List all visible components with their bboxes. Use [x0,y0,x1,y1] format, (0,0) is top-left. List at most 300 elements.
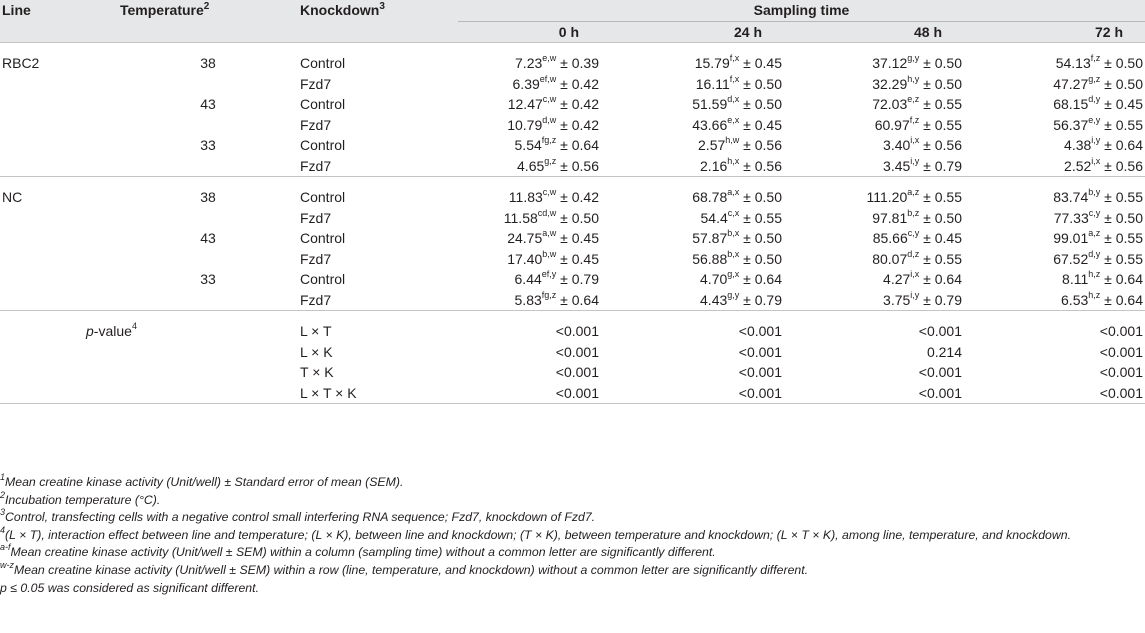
significance-letters: e,x [727,114,740,125]
temperature-cell: 43 [200,230,216,246]
plus-minus: ± [556,189,572,205]
significance-letters: h,y [907,73,920,84]
value-cell [784,156,964,177]
plus-minus: ± [556,230,572,246]
plus-minus: ± [1100,137,1116,153]
footnote-text: Mean creatine kinase activity (Unit/well) ± Standard error of mean (SEM). [5,475,404,489]
plus-minus: ± [556,116,572,133]
sem-value: 0.56 [571,157,599,174]
plus-minus: ± [919,55,935,71]
significance-letters: g,z [1088,73,1101,84]
footnote-mark: 4 [0,524,6,535]
mean-value: 97.81 [872,209,908,226]
pvalue-blank [0,342,118,363]
mean-value: 11.58 [503,209,538,226]
plus-minus: ± [739,271,755,287]
mean-value: 99.01 [1053,230,1089,246]
temperature-cell [118,156,298,177]
significance-letters: e,w [542,53,557,64]
pvalue-label-cell [118,362,298,383]
value-cell [601,290,784,311]
significance-letters: f,x [729,73,740,84]
mean-value: 10.79 [507,116,543,133]
knockdown-cell: Control [300,271,346,287]
plus-minus: ± [919,250,935,267]
pvalue-rest: -value [93,323,132,339]
table-row [0,115,1145,136]
table-row [0,94,1145,115]
mean-value: 60.97 [874,116,910,133]
knockdown-cell: Fzd7 [300,291,332,308]
header-row-1 [0,0,1145,21]
pvalue-cell: <0.001 [738,384,782,401]
value-cell [964,156,1145,177]
significance-letters: d,z [907,248,920,259]
value-cell [964,115,1145,136]
value-cell [458,249,601,270]
value-cell [784,177,964,208]
sem-value: 0.42 [571,96,599,112]
line-cell [0,156,118,177]
line-cell: RBC2 [0,43,118,74]
sem-value: 0.79 [934,291,962,308]
knockdown-cell: Fzd7 [300,209,332,226]
sem-value: 0.64 [571,137,599,153]
sem-value: 0.56 [1115,157,1143,174]
footnote [0,471,1140,492]
mean-value: 54.13 [1055,55,1091,71]
value-cell [784,290,964,311]
plus-minus: ± [556,271,572,287]
sem-value: 0.55 [754,209,782,226]
interaction-term: L × K [300,343,333,360]
value-cell [964,249,1145,270]
sem-value: 0.56 [754,137,782,153]
footnote [0,524,1140,545]
pvalue-cell: <0.001 [1099,364,1143,380]
pvalue-label-cell [118,383,298,404]
value-cell [784,228,964,249]
plus-minus: ± [1100,96,1116,112]
mean-value: 4.43 [700,291,728,308]
table-row [0,228,1145,249]
significance-letters: h,w [725,135,740,146]
sem-value: 0.56 [754,157,782,174]
sem-value: 0.55 [934,250,962,267]
mean-value: 68.78 [692,189,728,205]
plus-minus: ± [1100,209,1116,226]
temperature-cell [118,74,298,95]
line-cell: NC [0,177,118,208]
significance-letters: i,x [910,135,920,146]
footnote [0,509,1140,527]
pvalue-cell: 0.214 [926,343,962,360]
plus-minus: ± [919,75,935,92]
significance-letters: f,z [1090,53,1101,64]
line-cell [0,290,118,311]
plus-minus: ± [919,230,935,246]
value-cell [964,269,1145,290]
mean-value: 8.11 [1062,271,1089,287]
plus-minus: ± [739,157,755,174]
significance-letters: d,x [727,94,740,105]
mean-value: 2.52 [1064,157,1092,174]
mean-value: 32.29 [872,75,908,92]
knockdown-cell: Control [298,43,458,74]
mean-value: 47.27 [1053,75,1089,92]
footnote-text: p ≤ 0.05 was considered as significant different. [0,580,259,595]
value-cell [458,94,601,115]
value-cell [964,43,1145,74]
plus-minus: ± [1100,75,1116,92]
interaction-term: L × T × K [300,384,357,401]
knockdown-cell: Control [300,230,346,246]
mean-value: 3.40 [883,137,911,153]
significance-letters: f,z [909,114,920,125]
significance-letters: i,y [910,289,920,300]
plus-minus: ± [919,291,935,308]
mean-value: 5.83 [514,291,542,308]
sem-value: 0.55 [1115,116,1143,133]
footnote-text: Mean creatine kinase activity (Unit/well ± SEM) within a column (sampling time) without a common letter are significantly different. [10,545,716,560]
plus-minus: ± [556,209,572,226]
pvalue-italic: p [86,323,94,339]
mean-value: 56.88 [692,250,728,267]
pvalue-cell: <0.001 [555,343,599,360]
value-cell [964,94,1145,115]
value-cell [601,249,784,270]
value-cell [601,177,784,208]
plus-minus: ± [919,189,935,205]
sem-value: 0.55 [1115,189,1143,205]
pvalue-cell: <0.001 [458,311,601,342]
plus-minus: ± [919,96,935,112]
mean-value: 83.74 [1053,189,1089,205]
significance-letters: e,z [907,94,920,105]
table-row [0,43,1145,74]
pvalue-row [0,311,1145,342]
footnotes [0,471,1140,597]
line-cell [0,74,118,95]
mean-value: 6.39 [512,75,540,92]
value-cell [784,94,964,115]
header-line: Line [2,2,31,19]
mean-value: 111.20 [866,189,908,205]
significance-letters: h,x [727,155,740,166]
footnote-mark: 2 [0,489,6,500]
value-cell [601,43,784,74]
plus-minus: ± [919,137,935,153]
plus-minus: ± [739,209,755,226]
mean-value: 4.70 [700,271,728,287]
footnote-mark: 3 [0,507,6,518]
plus-minus: ± [739,96,755,112]
sem-value: 0.42 [571,75,599,92]
value-cell [784,135,964,156]
value-cell [964,228,1145,249]
line-cell [0,269,118,290]
value-cell [458,74,601,95]
table-body [0,43,1145,405]
sem-value: 0.50 [934,209,962,226]
significance-letters: i,x [1091,155,1101,166]
significance-letters: g,x [727,269,740,280]
line-cell [0,228,118,249]
sem-value: 0.79 [934,157,962,174]
sem-value: 0.50 [571,209,599,226]
line-cell [0,208,118,229]
value-cell [964,135,1145,156]
line-cell [0,249,118,270]
significance-letters: ef,y [541,269,557,280]
value-cell [458,135,601,156]
value-cell [458,43,601,74]
significance-letters: h,z [1088,269,1101,280]
plus-minus: ± [739,291,755,308]
footnote [0,544,1140,562]
footnote-mark: w-z [0,559,14,570]
mean-value: 57.87 [692,230,728,246]
significance-letters: d,y [1088,248,1101,259]
plus-minus: ± [739,75,755,92]
temperature-cell: 33 [200,271,216,287]
pvalue-blank [0,362,118,383]
temperature-cell [118,115,298,136]
footnote-text: Control, transfecting cells with a negative control small interfering RNA sequence; Fzd7, knockdown of Fzd7. [5,510,596,525]
sem-value: 0.50 [754,250,782,267]
footnote-text: Mean creatine kinase activity (Unit/well ± SEM) within a row (line, temperature, and knockdown) without a common letter are significantly different. [14,562,809,577]
pvalue-row [0,362,1145,383]
value-cell [964,208,1145,229]
value-cell [784,208,964,229]
significance-letters: b,z [907,207,920,218]
significance-letters: c,y [1088,207,1101,218]
value-cell [601,74,784,95]
temperature-cell [118,249,298,270]
plus-minus: ± [556,96,572,112]
mean-value: 51.59 [692,96,728,112]
mean-value: 56.37 [1053,116,1089,133]
mean-value: 3.75 [883,291,911,308]
plus-minus: ± [739,189,755,205]
sem-value: 0.79 [754,291,782,308]
sem-value: 0.64 [1115,291,1143,308]
pvalue-cell: <0.001 [918,364,962,380]
sem-value: 0.64 [1115,137,1143,153]
knockdown-cell: Fzd7 [300,157,332,174]
significance-letters: a,z [907,187,920,198]
footnote [0,489,1140,510]
sem-value: 0.39 [571,55,599,71]
footnote-mark: a-f [0,542,11,553]
value-cell [458,208,601,229]
sem-value: 0.45 [1115,96,1143,112]
significance-letters: e,y [1088,114,1101,125]
value-cell [964,74,1145,95]
value-cell [601,156,784,177]
pvalue-cell: <0.001 [964,311,1145,342]
mean-value: 7.23 [515,55,543,71]
value-cell [601,115,784,136]
plus-minus: ± [556,291,572,308]
sem-value: 0.55 [934,96,962,112]
mean-value: 24.75 [507,230,543,246]
mean-value: 6.44 [514,271,542,287]
value-cell [458,269,601,290]
sem-value: 0.50 [1115,209,1143,226]
value-cell [458,177,601,208]
sem-value: 0.64 [934,271,962,287]
sem-value: 0.50 [1115,75,1143,92]
interaction-term: T × K [300,364,334,380]
sem-value: 0.45 [754,116,782,133]
significance-letters: i,x [910,269,920,280]
pvalue-blank [0,383,118,404]
value-cell [601,94,784,115]
mean-value: 15.79 [694,55,730,71]
significance-letters: d,w [542,114,557,125]
header-sampling-time: Sampling time [458,0,1145,21]
significance-letters: c,w [542,187,557,198]
pvalue-row [0,342,1145,363]
mean-value: 68.15 [1053,96,1089,112]
mean-value: 6.53 [1061,291,1089,308]
sem-value: 0.50 [934,55,962,71]
plus-minus: ± [1100,250,1116,267]
mean-value: 12.47 [507,96,543,112]
mean-value: 2.57 [698,137,726,153]
sem-value: 0.50 [754,75,782,92]
mean-value: 37.12 [872,55,908,71]
pvalue-cell: <0.001 [784,311,964,342]
sem-value: 0.50 [754,230,782,246]
significance-letters: b,x [727,248,740,259]
sem-value: 0.50 [754,189,782,205]
table-row [0,74,1145,95]
header-temperature: Temperature$^2$ [120,0,210,19]
header-row-2 [0,21,1145,43]
plus-minus: ± [556,250,572,267]
sem-value: 0.55 [1115,230,1143,246]
plus-minus: ± [1100,291,1116,308]
pvalue-cell: <0.001 [601,311,784,342]
sem-value: 0.64 [1115,271,1143,287]
table-row [0,135,1145,156]
header-time-48h: 48 h [913,23,942,40]
plus-minus: ± [739,137,755,153]
pvalue-cell: <0.001 [555,384,599,401]
table-row [0,177,1145,208]
temperature-cell [118,208,298,229]
knockdown-cell: Control [300,96,346,112]
mean-value: 67.52 [1053,250,1089,267]
significance-letters: fg,z [541,135,557,146]
significance-letters: fg,z [541,289,557,300]
sem-value: 0.56 [934,137,962,153]
plus-minus: ± [1100,189,1116,205]
knockdown-cell: Fzd7 [300,116,332,133]
line-cell [0,94,118,115]
significance-letters: g,y [727,289,740,300]
pvalue-cell: <0.001 [555,364,599,380]
value-cell [784,115,964,136]
pvalue-label-cell [118,342,298,363]
sem-value: 0.64 [571,291,599,308]
pvalue-cell: <0.001 [738,343,782,360]
significance-letters: c,y [907,228,920,239]
table-row [0,208,1145,229]
header-time-24h: 24 h [733,23,762,40]
sem-value: 0.45 [571,250,599,267]
plus-minus: ± [739,55,755,71]
sem-value: 0.55 [1115,250,1143,267]
plus-minus: ± [1100,230,1116,246]
significance-letters: a,x [727,187,740,198]
temperature-cell: 38 [118,43,298,74]
plus-minus: ± [1100,116,1116,133]
significance-letters: c,w [542,94,557,105]
pvalue-cell: <0.001 [738,364,782,380]
pvalue-cell: <0.001 [1099,384,1143,401]
mean-value: 4.27 [883,271,911,287]
significance-letters: h,z [1088,289,1101,300]
temperature-cell: 43 [200,96,216,112]
value-cell [784,43,964,74]
significance-letters: a,z [1088,228,1101,239]
pvalue-sup: 4 [131,321,137,332]
plus-minus: ± [1100,271,1116,287]
significance-letters: i,y [910,155,920,166]
value-cell [601,208,784,229]
header-time-72h: 72 h [1094,23,1123,40]
knockdown-cell: Control [300,137,346,153]
sem-value: 0.55 [934,116,962,133]
mean-value: 5.54 [514,137,542,153]
temperature-cell: 33 [200,137,216,153]
mean-value: 3.45 [883,157,911,174]
footnote-text: Incubation temperature (°C). [5,492,161,507]
table-bottom-rule [0,404,1145,405]
significance-letters: a,w [542,228,557,239]
significance-letters: ef,w [539,73,557,84]
mean-value: 72.03 [872,96,908,112]
knockdown-cell: Control [298,177,458,208]
table-row [0,156,1145,177]
sem-value: 0.45 [934,230,962,246]
plus-minus: ± [919,157,935,174]
sem-value: 0.42 [571,116,599,133]
sem-value: 0.55 [934,189,962,205]
interaction-term: L × T [298,311,458,342]
sem-value: 0.50 [1115,55,1143,71]
pvalue-row [0,383,1145,404]
mean-value: 4.65 [517,157,545,174]
value-cell [458,115,601,136]
mean-value: 16.11 [695,75,730,92]
mean-value: 85.66 [872,230,908,246]
mean-value: 11.83 [508,189,543,205]
plus-minus: ± [739,116,755,133]
value-cell [784,74,964,95]
value-cell [601,228,784,249]
temperature-cell [118,290,298,311]
plus-minus: ± [1100,55,1116,71]
value-cell [458,228,601,249]
plus-minus: ± [919,209,935,226]
plus-minus: ± [1100,157,1116,174]
sem-value: 0.79 [571,271,599,287]
value-cell [784,269,964,290]
